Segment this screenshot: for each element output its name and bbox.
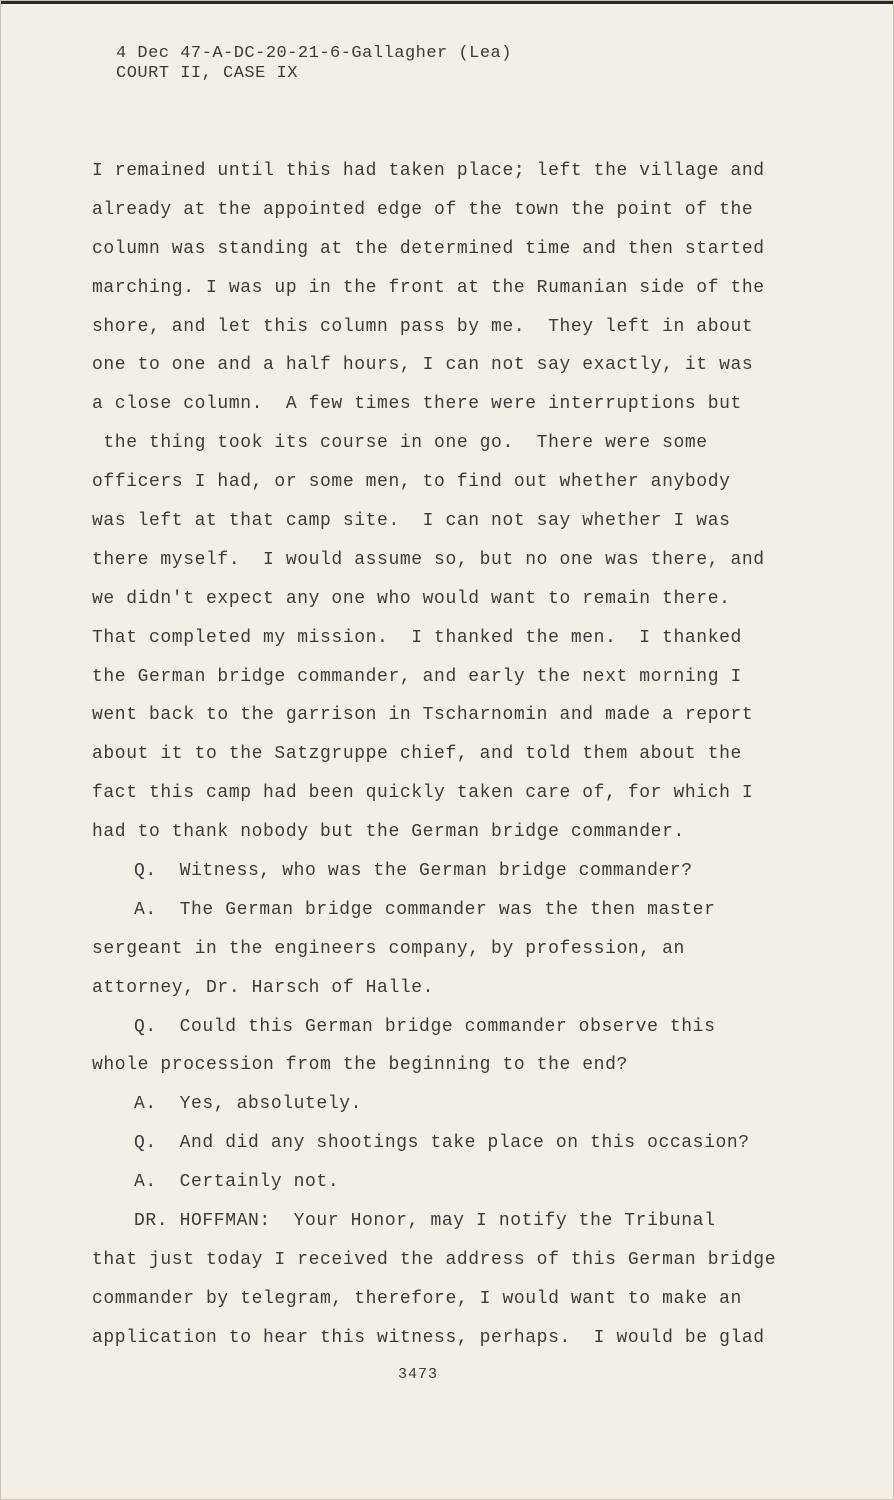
transcript-line: the thing took its course in one go. There were some	[92, 433, 708, 454]
transcript-line: one to one and a half hours, I can not say exactly, it was	[92, 355, 754, 376]
transcript-line: a close column. A few times there were interruptions but	[92, 394, 742, 415]
transcript-line: attorney, Dr. Harsch of Halle.	[92, 977, 435, 998]
transcript-line: went back to the garrison in Tscharnomin and made a report	[92, 705, 754, 726]
transcript-line: I remained until this had taken place; left the village and	[92, 161, 765, 181]
header-court-case: COURT II, CASE IX	[116, 64, 298, 83]
transcript-line: about it to the Satzgruppe chief, and told them about the	[92, 744, 742, 765]
transcript-line: A. The German bridge commander was the then master	[134, 899, 716, 920]
transcript-line: marching. I was up in the front at the Rumanian side of the	[92, 277, 765, 298]
transcript-line: whole procession from the beginning to the end?	[92, 1055, 628, 1076]
transcript-line: That completed my mission. I thanked the men. I thanked	[92, 627, 742, 648]
transcript-line: the German bridge commander, and early the next morning I	[92, 666, 742, 687]
transcript-line: A. Yes, absolutely.	[134, 1094, 363, 1115]
document-header	[116, 44, 512, 84]
transcript-body	[92, 152, 812, 1358]
transcript-line: Q. And did any shootings take place on this occasion?	[134, 1133, 750, 1154]
transcript-line: had to thank nobody but the German bridge commander.	[92, 822, 685, 843]
transcript-line: A. Certainly not.	[134, 1172, 340, 1193]
transcript-line: was left at that camp site. I can not say whether I was	[92, 511, 731, 532]
transcript-line: column was standing at the determined time and then started	[92, 238, 765, 259]
transcript-line: Q. Could this German bridge commander observe this	[134, 1016, 716, 1037]
transcript-line: we didn't expect any one who would want to remain there.	[92, 588, 731, 609]
transcript-line: DR. HOFFMAN: Your Honor, may I notify the Tribunal	[134, 1211, 716, 1232]
page-number: 3473	[398, 1366, 439, 1383]
header-reference: 4 Dec 47-A-DC-20-21-6-Gallagher (Lea)	[116, 44, 512, 63]
transcript-line: application to hear this witness, perhaps. I would be glad	[92, 1327, 765, 1348]
transcript-line: commander by telegram, therefore, I would want to make an	[92, 1288, 742, 1309]
transcript-line: already at the appointed edge of the town the point of the	[92, 199, 754, 220]
transcript-line: there myself. I would assume so, but no one was there, and	[92, 549, 765, 570]
transcript-line: that just today I received the address of this German bridge	[92, 1249, 777, 1270]
transcript-line: shore, and let this column pass by me. They left in about	[92, 316, 754, 337]
transcript-line: officers I had, or some men, to find out whether anybody	[92, 472, 731, 493]
transcript-line: fact this camp had been quickly taken care of, for which I	[92, 783, 754, 804]
transcript-line: Q. Witness, who was the German bridge commander?	[134, 861, 693, 882]
transcript-line: sergeant in the engineers company, by profession, an	[92, 938, 685, 959]
